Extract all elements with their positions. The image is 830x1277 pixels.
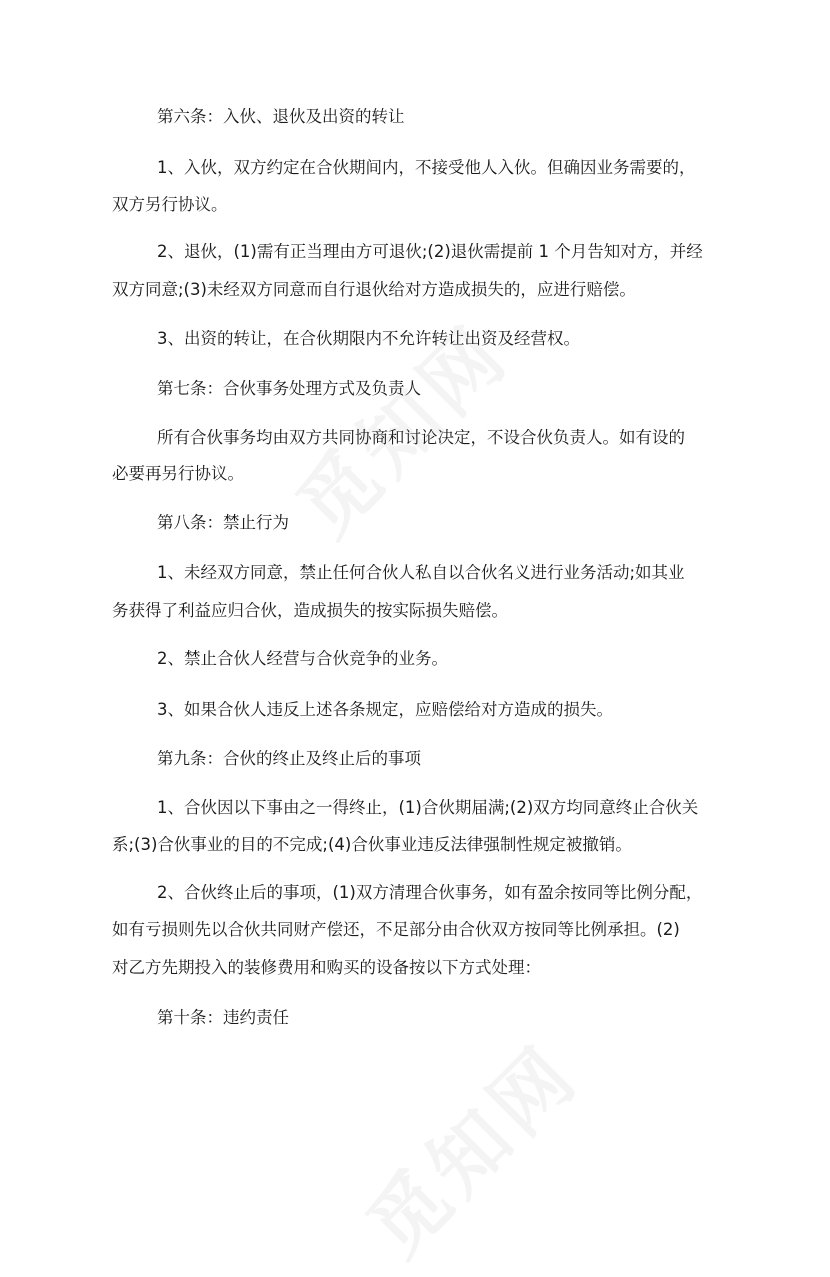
paragraph-line: 3、出资的转让，在合伙期限内不允许转让出资及经营权。: [157, 329, 580, 348]
paragraph-line: 2、禁止合伙人经营与合伙竞争的业务。: [157, 649, 448, 668]
paragraph-line: 3、如果合伙人违反上述各条规定，应赔偿给对方造成的损失。: [157, 700, 613, 719]
paragraph-line: 双方同意;(3)未经双方同意而自行退伙给对方造成损失的，应进行赔偿。: [112, 280, 636, 299]
paragraph-line: 1、入伙，双方约定在合伙期间内，不接受他人入伙。但确因业务需要的，: [157, 158, 696, 177]
paragraph-line: 对乙方先期投入的装修费用和购买的设备按以下方式处理：: [112, 958, 541, 977]
paragraph-line: 所有合伙事务均由双方共同协商和讨论决定，不设合伙负责人。如有设的: [157, 428, 685, 447]
paragraph-line: 务获得了利益应归合伙，造成损失的按实际损失赔偿。: [112, 601, 508, 620]
paragraph-line: 如有亏损则先以合伙共同财产偿还，不足部分由合伙双方按同等比例承担。(2): [112, 920, 680, 939]
paragraph-line: 2、退伙，(1)需有正当理由方可退伙;(2)退伙需提前 1 个月告知对方，并经: [157, 242, 703, 261]
paragraph-line: 1、合伙因以下事由之一得终止，(1)合伙期届满;(2)双方均同意终止合伙关: [157, 798, 699, 817]
section-heading-7: 第七条：合伙事务处理方式及负责人: [157, 379, 421, 398]
section-heading-9: 第九条：合伙的终止及终止后的事项: [157, 749, 421, 768]
watermark: [338, 1015, 600, 1277]
paragraph-line: 1、未经双方同意，禁止任何合伙人私自以合伙名义进行业务活动;如其业: [157, 563, 685, 582]
paragraph-line: 系;(3)合伙事业的目的不完成;(4)合伙事业违反法律强制性规定被撤销。: [112, 835, 632, 854]
section-heading-10: 第十条：违约责任: [157, 1008, 289, 1027]
section-heading-6: 第六条：入伙、退伙及出资的转让: [157, 107, 405, 126]
paragraph-line: 必要再另行协议。: [112, 464, 244, 483]
section-heading-8: 第八条：禁止行为: [157, 513, 289, 532]
paragraph-line: 2、合伙终止后的事项，(1)双方清理合伙事务，如有盈余按同等比例分配，: [157, 883, 703, 902]
paragraph-line: 双方另行协议。: [112, 195, 228, 214]
